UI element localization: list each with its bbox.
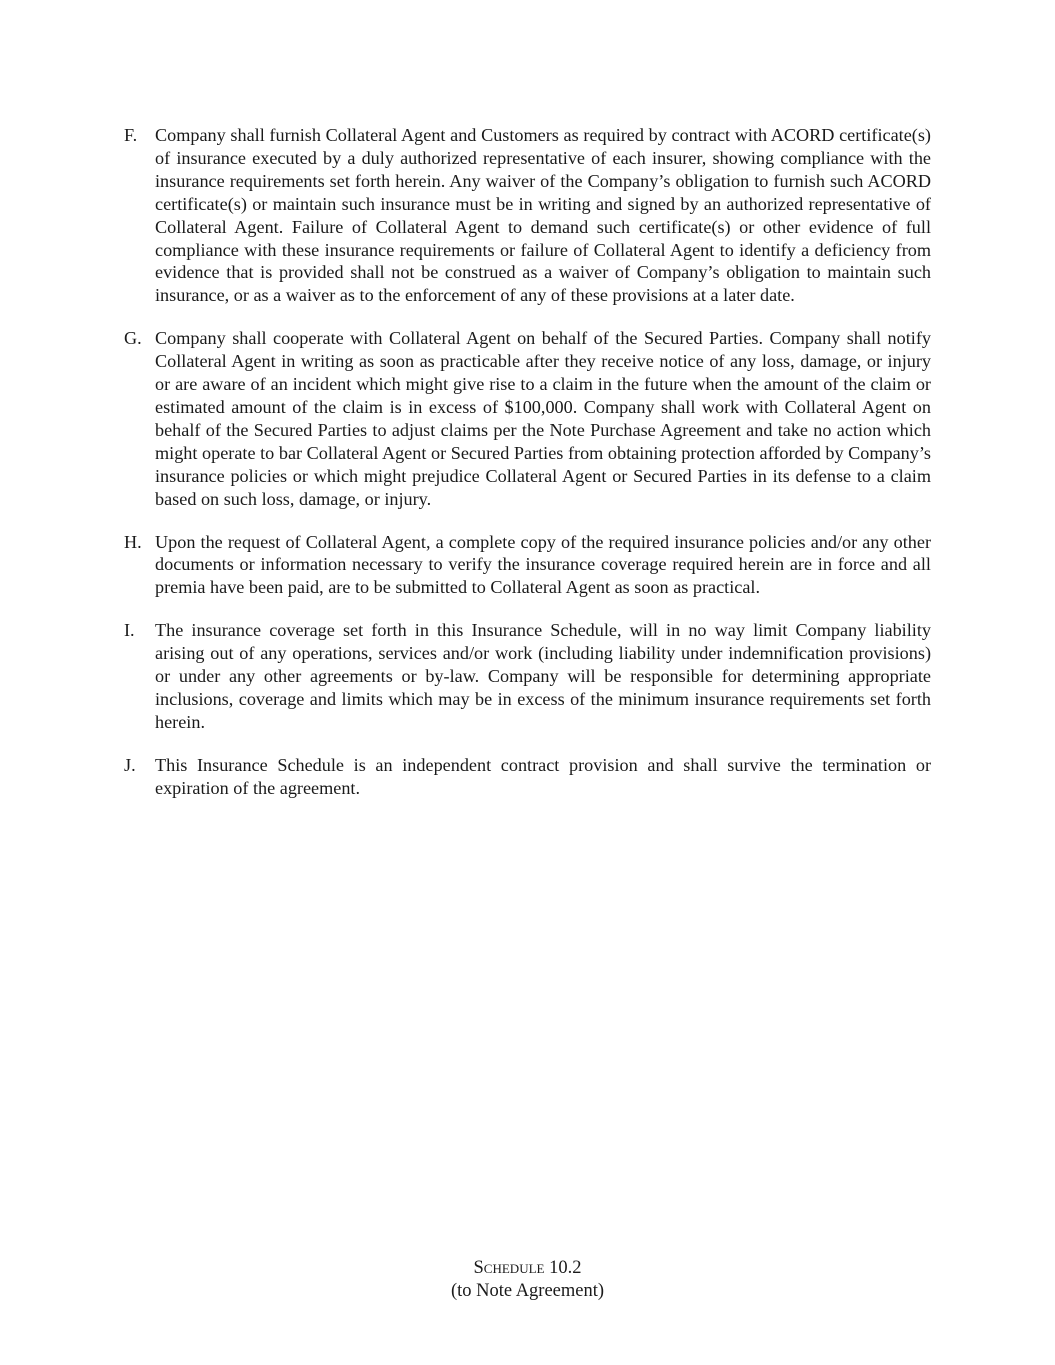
provision-text: Company shall cooperate with Collateral Agent on behalf of the Secured Parties. Company shall notify Collateral Agent in writing as soon as practicable after they receive notice of any loss, damage, or injury or are aware of an incident which might give rise to a claim in the future when the amount of the claim or estimated amount of the claim is in excess of $100,000. Company shall work with Collateral Agent on behalf of the Secured Parties to adjust claims per the Note Purchase Agreement and take no action which might operate to bar Collateral Agent or Secured Parties from obtaining protection afforded by Company’s insurance policies or which might prejudice Collateral Agent or Secured Parties in its defense to a claim based on such loss, damage, or injury.	[155, 328, 931, 509]
provision-text: Upon the request of Collateral Agent, a complete copy of the required insurance policies and/or any other documents or information necessary to verify the insurance coverage required herein are in force and all premia have been paid, are to be submitted to Collateral Agent as soon as practical.	[155, 531, 931, 598]
provision-label: I.	[124, 620, 135, 641]
page-footer	[0, 1257, 1055, 1303]
provision-text: Company shall furnish Collateral Agent and Customers as required by contract with ACORD certificate(s) of insurance executed by a duly authorized representative of each insurer, showing compliance with the insurance requirements set forth herein. Any waiver of the Company’s obligation to furnish such ACORD certificate(s) or maintain such insurance must be in writing and signed by an authorized representative of Collateral Agent. Failure of Collateral Agent to demand such certificate(s) or other evidence of full compliance with these insurance requirements or failure of Collateral Agent to identify a deficiency from evidence that is provided shall not be construed as a waiver of Company’s obligation to maintain such insurance, or as a waiver as to the enforcement of any of these provisions at a later date.	[155, 125, 931, 306]
provision-label: H.	[124, 531, 142, 552]
provision-text: The insurance coverage set forth in this Insurance Schedule, will in no way limit Company liability arising out of any operations, services and/or work (including liability under indemnification provisions) or under any other agreements or by-law. Company will be responsible for determining appropriate inclusions, coverage and limits which may be in excess of the minimum insurance requirements set forth herein.	[155, 620, 931, 732]
provision-item-h	[124, 531, 931, 600]
provision-item-g	[124, 327, 931, 510]
provision-item-j	[124, 754, 931, 800]
provision-item-i	[124, 619, 931, 734]
schedule-subtitle: (to Note Agreement)	[450, 1281, 605, 1301]
provision-text: This Insurance Schedule is an independent contract provision and shall survive the termination or expiration of the agreement.	[155, 754, 931, 798]
insurance-provisions-list	[124, 124, 931, 820]
schedule-title: Schedule 10.2	[473, 1258, 582, 1278]
provision-label: F.	[124, 125, 138, 145]
provision-label: J.	[124, 754, 136, 775]
provision-item-f	[124, 124, 931, 307]
provision-label: G.	[124, 328, 142, 349]
